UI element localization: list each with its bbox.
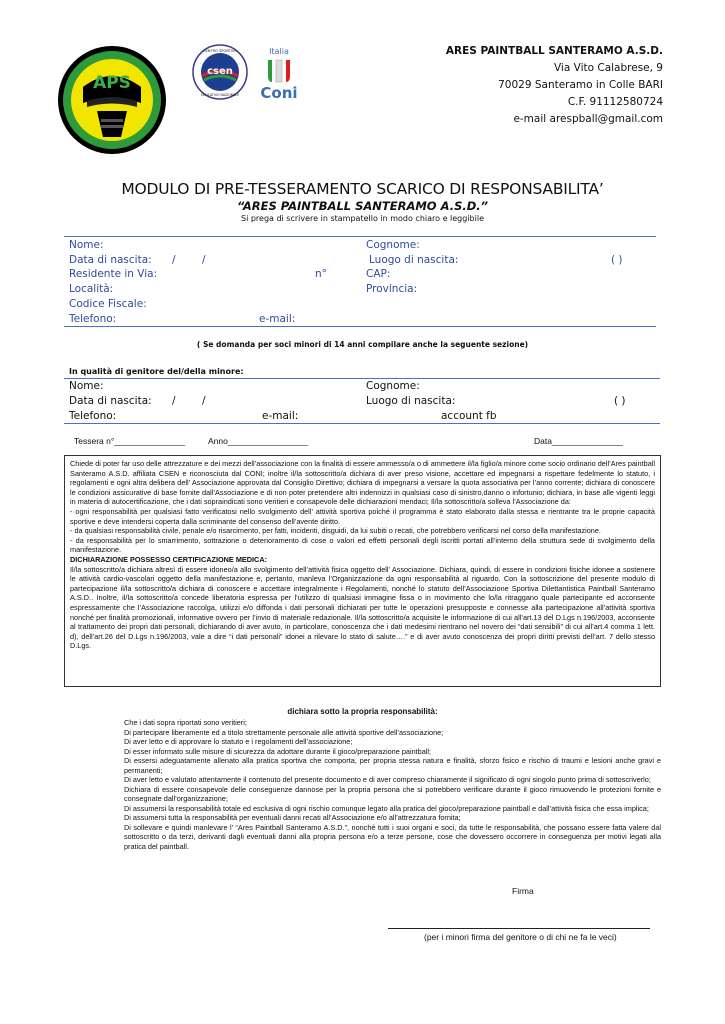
aps-logo	[57, 45, 167, 155]
member-birthplace-label: Luogo di nascita:	[369, 254, 459, 266]
terms-paragraph-4: - da responsabilità per lo smarrimento, sottrazione o deterioramento di cose o valori ed effetti personali degli iscritti portati all’interno della struttura sede di svolgimento della manifestazione.	[70, 535, 655, 555]
declarations-list	[124, 718, 661, 851]
page-subtitle: “ARES PAINTBALL SANTERAMO A.S.D.”	[236, 199, 489, 213]
guardian-birthplace-province: ( )	[614, 395, 626, 407]
medical-heading: DICHIARAZIONE POSSESSO CERTIFICAZIONE MEDICA:	[70, 554, 268, 564]
section-rule-top	[64, 236, 656, 237]
section-rule-bottom	[64, 326, 656, 327]
page-title: MODULO DI PRE-TESSERAMENTO SCARICO DI RESPONSABILITA’	[121, 180, 604, 198]
coni-logo-name: Coni	[260, 84, 298, 102]
member-localita-label: Località:	[69, 283, 114, 295]
org-city: 70029 Santeramo in Colle BARI	[498, 79, 663, 91]
guardian-birthdate-slash-1: /	[172, 395, 176, 407]
declaration-item: Di partecipare liberamente ed a titolo strettamente personale alle attività sportive dell’associazione;	[124, 727, 444, 737]
org-cf: C.F. 91112580724	[567, 96, 663, 108]
member-address-label: Residente in Via:	[69, 268, 158, 280]
member-cap-label: CAP:	[366, 268, 391, 280]
data-field: Data_______________	[534, 436, 623, 446]
writing-note: Si prega di scrivere in stampatello in modo chiaro e leggibile	[240, 214, 484, 223]
tessera-field: Tessera n°_______________	[74, 436, 186, 446]
terms-box	[64, 455, 661, 687]
member-birthdate-slash-2: /	[202, 254, 206, 266]
guardian-birthdate-label: Data di nascita:	[69, 395, 152, 407]
member-number-label: n°	[315, 268, 327, 280]
declaration-item: Di aver letto e valutato attentamente il contenuto del presente documento e di aver compreso chiaramente il significato di ogni singolo punto prima di sottoscriverlo;	[124, 775, 651, 784]
member-email-label: e-mail:	[259, 313, 296, 325]
org-street: Via Vito Calabrese, 9	[553, 62, 663, 74]
declaration-item: Di essersi adeguatamente allenato alla pratica sportiva che comporta, per propria stessa natura e finalità, sforzo fisico e rischio di traumi e lesioni anche gravi e permanenti;	[124, 756, 661, 775]
csen-logo-top: CENTRO SPORTIVO	[202, 49, 238, 53]
guardian-birthplace-label: Luogo di nascita:	[366, 395, 456, 407]
minor-note: ( Se domanda per soci minori di 14 anni compilare anche la seguente sezione)	[196, 340, 529, 349]
signature-line[interactable]	[388, 928, 650, 929]
signature-label: Firma	[512, 886, 534, 896]
csen-logo-bottom: EDUCATIVO NAZIONALE	[200, 93, 240, 97]
member-birthdate-slash-1: /	[172, 254, 176, 266]
guardian-rule-top	[64, 378, 660, 379]
terms-paragraph-1: Chiede di poter far uso delle attrezzature e dei mezzi dell’associazione con la finalità di essere ammesso/a o di ammettere il/la figlio/a minore come socio ordinario dell’Ares paintball Santeramo A.S.D. affiliata CSEN e riconosciuta dal CONI; inoltre il/la sottoscritto/a dichiara di aver preso visione, accettare ed impegnarsi a rispettare fedelmente lo statuto, i regolamenti e ogni altra delibera dell’ Associazione approvata dal Consiglio Direttivo; dichiara di impegnarsi a versare la quota associativa per l’anno corrente; dichiara di conoscere le condizioni assicurative di base fornite dall’Associazione e di non poter pretendere altri indennizzi in qualsiasi caso di sinistro,danno o infortunio; dichiara, in base alle vigenti leggi in materia di autocertificazione, che i dati sopraindicati sono veritieri e consapevole delle dichiarazioni mendaci; Il/la sottoscritto/a solleva l’Associazione da:	[70, 459, 655, 507]
declaration-item: Di assumersi la responsabilità totale ed esclusiva di ogni rischio comunque legato alla pratica del gioco/preparazione paintball e dall’attività fisica che essa implica;	[124, 803, 649, 813]
guardian-heading: In qualità di genitore del/della minore:	[69, 367, 244, 376]
guardian-nome-label: Nome:	[69, 380, 104, 392]
guardian-phone-label: Telefono:	[69, 410, 117, 422]
member-nome-label: Nome:	[69, 239, 104, 251]
signature-note: (per i minori firma del genitore o di chi ne fa le veci)	[424, 932, 617, 942]
org-name: ARES PAINTBALL SANTERAMO A.S.D.	[445, 45, 663, 57]
anno-field: Anno_________________	[208, 436, 309, 446]
declaration-item: Di sollevare e quindi manlevare l’ “Ares Paintball Santeramo A.S.D.”, nonché tutti i suoi organi e soci, da tutte le responsabilità, che possano essere fatta valere dal sottoscritto o da terzi, derivanti dagli eventuali danni alla propria persona e/o a terze persone, cose che dovessero occorrere in conseguenza per motivi legati alla pratica del paintball.	[124, 822, 661, 851]
member-cf-label: Codice Fiscale:	[69, 298, 147, 310]
guardian-account-label: account fb	[441, 410, 497, 422]
terms-paragraph-5: Il/la sottoscritto/a dichiara altresì di essere idoneo/a allo svolgimento dell’attività fisica oggetto dell’ Associazione. Dichiara, quindi, di essere in condizioni fisiche idonee a sostenere le attività cardio-vascolari oggetto della manifestazione e, pertanto, manleva l’Organizzazione da ogni responsabilità al riguardo. Con la sottoscrizione del presente modulo di partecipazione il/la sottoscritto/a dichiara di conoscere e accettare integralmente i Regolamenti, nonché lo statuto dell’Associazione Sportiva Dilettantistica Paintball Santeramo A.S.D.. Inoltre, il/la sottoscritto/a concede liberatoria espressa per l’utilizzo di qualsiasi immagine fissa o in movimento che lo/la ritraggano quale partecipante ed acconsente espressamente che l’Associazione raccolga, utilizzi e/o diffonda i dati personali dichiarati per tutte le operazioni presupposte e connesse alla partecipazione all’attività sportiva nonché per finalità promozionali, informative ovvero per l’invio di materiale redazionale. Il/la sottoscritto/a acquisite le informazione di cui all’art.13 del D.Lgs n.196/2003, acconsente al trattamento dei propri dati personali, dichiarando di aver avuto, in particolare, conoscenza che i dati medesimi rientrano nel novero dei “dati sensibili” di cui all’art.4 comma 1 lett. d), dell’art.26 del D.Lgs n.196/2003, vale a dire “i dati personali” idonei a rilevare lo stato di salute….” e di aver avuto conoscenza dei propri diritti previsti dell’art. 7 dello stesso D.Lgs.	[70, 564, 655, 651]
guardian-email-label: e-mail:	[262, 410, 299, 422]
member-phone-label: Telefono:	[69, 313, 117, 325]
coni-logo-top: Italia	[269, 47, 289, 56]
terms-paragraph-2: - ogni responsabilità per qualsiasi fatto verificatosi nello svolgimento dell’ attività sportiva poiché il programma è stato elaborato dalla stessa e rientrante tra le proprie capacità sportive e deve intendersi coperta dalla scriminante del consenso dell’avente diritto.	[70, 506, 655, 526]
declaration-item: Di assumersi tutta la responsabilità per eventuali danni recati all’Associazione e/o all’attrezzatura fornita;	[124, 813, 461, 822]
member-birthplace-province: ( )	[611, 254, 623, 266]
guardian-cognome-label: Cognome:	[366, 380, 420, 392]
declare-heading: dichiara sotto la propria responsabilità:	[287, 707, 438, 716]
member-birthdate-label: Data di nascita:	[69, 254, 152, 266]
guardian-rule-bottom	[64, 423, 660, 424]
aps-logo-text: APS	[93, 73, 131, 93]
declaration-item: Di esser informato sulle misure di sicurezza da adottare durante il gioco/preparazione paintball;	[124, 746, 432, 756]
coni-logo	[254, 44, 304, 104]
declaration-item: Dichiara di essere consapevole delle conseguenze dannose per la propria persona che si potrebbero verificare durante il gioco rimuovendo le protezioni fornite e consegnate dall’organizzazione;	[124, 784, 661, 803]
declaration-item: Che i dati sopra riportati sono veritieri;	[124, 718, 247, 727]
guardian-birthdate-slash-2: /	[202, 395, 206, 407]
csen-logo-text: csen	[207, 66, 233, 77]
declaration-item: Di aver letto e di approvare lo statuto e i regolamenti dell’associazione;	[124, 737, 353, 746]
csen-logo	[192, 44, 248, 100]
member-cognome-label: Cognome:	[366, 239, 420, 251]
terms-paragraph-3: - da qualsiasi responsabilità civile, penale e/o risarcimento, per fatti, incidenti, disguidi, da lui subiti o recati, che potrebbero verificarsi nel corso della manifestazione.	[70, 526, 601, 536]
member-provincia-label: Provincia:	[366, 283, 418, 295]
org-email: e-mail arespball@gmail.com	[513, 113, 663, 125]
